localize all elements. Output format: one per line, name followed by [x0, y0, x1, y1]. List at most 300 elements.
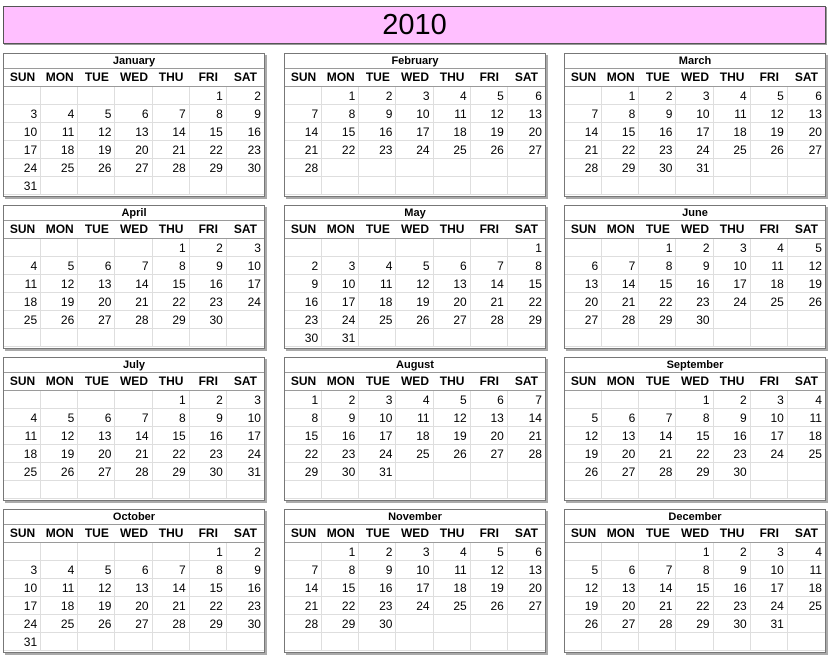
- day-cell: 9: [676, 257, 713, 275]
- day-cell: 23: [359, 141, 396, 159]
- empty-cell: [322, 481, 359, 499]
- day-cell: 28: [471, 311, 508, 329]
- day-cell: 19: [471, 123, 508, 141]
- weekday-header: SAT: [508, 221, 545, 239]
- day-cell: 12: [78, 579, 115, 597]
- day-cell: 27: [78, 311, 115, 329]
- day-cell: 27: [565, 311, 602, 329]
- empty-cell: [285, 239, 322, 257]
- day-cell: 31: [322, 329, 359, 347]
- empty-cell: [639, 481, 676, 499]
- day-cell: 12: [751, 105, 788, 123]
- day-cell: 3: [4, 105, 41, 123]
- day-cell: 4: [396, 391, 433, 409]
- month-title: January: [112, 55, 156, 67]
- day-cell: 31: [359, 463, 396, 481]
- day-cell: 23: [190, 445, 227, 463]
- empty-cell: [639, 177, 676, 195]
- weekday-header: TUE: [359, 221, 396, 239]
- day-cell: 3: [751, 391, 788, 409]
- empty-cell: [4, 391, 41, 409]
- day-cell: 21: [508, 427, 545, 445]
- month-grid: [565, 220, 825, 347]
- day-cell: 11: [396, 409, 433, 427]
- day-cell: 8: [676, 409, 713, 427]
- day-cell: 1: [508, 239, 545, 257]
- weekday-header: SAT: [227, 525, 264, 543]
- day-cell: 23: [714, 445, 751, 463]
- day-cell: 5: [434, 391, 471, 409]
- day-cell: 24: [359, 445, 396, 463]
- day-cell: 16: [227, 579, 264, 597]
- day-cell: 12: [565, 579, 602, 597]
- day-cell: 31: [227, 463, 264, 481]
- day-cell: 1: [676, 543, 713, 561]
- empty-cell: [508, 633, 545, 651]
- day-cell: 13: [78, 427, 115, 445]
- empty-cell: [434, 633, 471, 651]
- day-cell: 26: [78, 615, 115, 633]
- day-cell: 16: [676, 275, 713, 293]
- weekday-header: WED: [396, 373, 433, 391]
- month-title: November: [388, 511, 442, 523]
- day-cell: 28: [153, 615, 190, 633]
- month-grid: [285, 68, 545, 195]
- day-cell: 26: [565, 615, 602, 633]
- day-cell: 3: [751, 543, 788, 561]
- weekday-header: FRI: [190, 373, 227, 391]
- empty-cell: [565, 481, 602, 499]
- day-cell: 18: [788, 427, 825, 445]
- day-cell: 22: [190, 141, 227, 159]
- day-cell: 21: [639, 445, 676, 463]
- day-cell: 6: [115, 105, 152, 123]
- empty-cell: [396, 239, 433, 257]
- empty-cell: [322, 177, 359, 195]
- empty-cell: [471, 329, 508, 347]
- day-cell: 11: [41, 123, 78, 141]
- day-cell: 21: [115, 293, 152, 311]
- month-grid: [4, 372, 264, 499]
- empty-cell: [78, 391, 115, 409]
- day-cell: 20: [788, 123, 825, 141]
- weekday-header: MON: [41, 525, 78, 543]
- weekday-header: THU: [153, 525, 190, 543]
- day-cell: 25: [41, 615, 78, 633]
- empty-cell: [4, 239, 41, 257]
- day-cell: 21: [639, 597, 676, 615]
- day-cell: 16: [639, 123, 676, 141]
- day-cell: 20: [78, 293, 115, 311]
- day-cell: 17: [227, 427, 264, 445]
- day-cell: 8: [639, 257, 676, 275]
- day-cell: 17: [751, 427, 788, 445]
- day-cell: 4: [4, 409, 41, 427]
- day-cell: 27: [508, 141, 545, 159]
- day-cell: 14: [285, 579, 322, 597]
- day-cell: 23: [639, 141, 676, 159]
- day-cell: 9: [359, 105, 396, 123]
- day-cell: 13: [434, 275, 471, 293]
- day-cell: 30: [676, 311, 713, 329]
- day-cell: 21: [153, 597, 190, 615]
- day-cell: 15: [676, 427, 713, 445]
- empty-cell: [471, 463, 508, 481]
- month-january: [3, 53, 265, 197]
- month-grid: [4, 220, 264, 347]
- empty-cell: [639, 543, 676, 561]
- weekday-header: SAT: [788, 221, 825, 239]
- weekday-header: THU: [153, 221, 190, 239]
- day-cell: 30: [714, 463, 751, 481]
- empty-cell: [565, 87, 602, 105]
- empty-cell: [602, 481, 639, 499]
- day-cell: 30: [322, 463, 359, 481]
- day-cell: 2: [359, 543, 396, 561]
- day-cell: 15: [322, 123, 359, 141]
- month-march: [564, 53, 826, 197]
- weekday-header: WED: [676, 373, 713, 391]
- day-cell: 20: [565, 293, 602, 311]
- empty-cell: [565, 391, 602, 409]
- day-cell: 6: [602, 409, 639, 427]
- day-cell: 13: [788, 105, 825, 123]
- empty-cell: [115, 239, 152, 257]
- day-cell: 17: [676, 123, 713, 141]
- empty-cell: [434, 481, 471, 499]
- empty-cell: [508, 177, 545, 195]
- day-cell: 19: [788, 275, 825, 293]
- month-february: [284, 53, 546, 197]
- weekday-header: THU: [153, 373, 190, 391]
- day-cell: 13: [602, 579, 639, 597]
- day-cell: 26: [471, 141, 508, 159]
- empty-cell: [714, 633, 751, 651]
- day-cell: 27: [602, 463, 639, 481]
- day-cell: 29: [508, 311, 545, 329]
- day-cell: 2: [227, 543, 264, 561]
- day-cell: 31: [676, 159, 713, 177]
- empty-cell: [676, 633, 713, 651]
- weekday-header: SUN: [565, 69, 602, 87]
- empty-cell: [359, 159, 396, 177]
- day-cell: 19: [41, 293, 78, 311]
- day-cell: 24: [751, 597, 788, 615]
- empty-cell: [227, 633, 264, 651]
- day-cell: 25: [434, 141, 471, 159]
- day-cell: 18: [41, 141, 78, 159]
- empty-cell: [4, 329, 41, 347]
- weekday-header: SUN: [4, 525, 41, 543]
- day-cell: 30: [227, 159, 264, 177]
- empty-cell: [676, 481, 713, 499]
- day-cell: 6: [78, 409, 115, 427]
- day-cell: 27: [115, 159, 152, 177]
- weekday-header: SAT: [788, 525, 825, 543]
- weekday-header: FRI: [751, 373, 788, 391]
- weekday-header: FRI: [471, 373, 508, 391]
- day-cell: 16: [322, 427, 359, 445]
- empty-cell: [41, 391, 78, 409]
- day-cell: 13: [471, 409, 508, 427]
- empty-cell: [153, 543, 190, 561]
- day-cell: 12: [41, 275, 78, 293]
- day-cell: 8: [322, 105, 359, 123]
- day-cell: 25: [41, 159, 78, 177]
- day-cell: 9: [322, 409, 359, 427]
- day-cell: 13: [115, 579, 152, 597]
- day-cell: 29: [153, 311, 190, 329]
- empty-cell: [41, 239, 78, 257]
- day-cell: 17: [322, 293, 359, 311]
- day-cell: 18: [434, 579, 471, 597]
- day-cell: 19: [565, 597, 602, 615]
- day-cell: 8: [190, 561, 227, 579]
- day-cell: 18: [4, 445, 41, 463]
- weekday-header: THU: [434, 373, 471, 391]
- weekday-header: SUN: [4, 221, 41, 239]
- day-cell: 10: [227, 257, 264, 275]
- month-july: [3, 357, 265, 501]
- empty-cell: [565, 329, 602, 347]
- month-title: March: [678, 55, 712, 67]
- day-cell: 13: [508, 105, 545, 123]
- month-grid: [285, 372, 545, 499]
- day-cell: 9: [714, 409, 751, 427]
- day-cell: 26: [788, 293, 825, 311]
- day-cell: 28: [639, 463, 676, 481]
- day-cell: 11: [788, 561, 825, 579]
- empty-cell: [4, 481, 41, 499]
- empty-cell: [602, 633, 639, 651]
- day-cell: 26: [471, 597, 508, 615]
- empty-cell: [434, 239, 471, 257]
- weekday-header: WED: [396, 69, 433, 87]
- day-cell: 22: [676, 445, 713, 463]
- day-cell: 28: [285, 615, 322, 633]
- weekday-header: MON: [322, 221, 359, 239]
- weekday-header: WED: [676, 221, 713, 239]
- day-cell: 11: [788, 409, 825, 427]
- day-cell: 6: [565, 257, 602, 275]
- day-cell: 23: [322, 445, 359, 463]
- day-cell: 12: [471, 105, 508, 123]
- empty-cell: [471, 177, 508, 195]
- day-cell: 15: [153, 427, 190, 445]
- weekday-header: SAT: [508, 373, 545, 391]
- day-cell: 27: [471, 445, 508, 463]
- weekday-header: WED: [396, 525, 433, 543]
- day-cell: 10: [322, 275, 359, 293]
- empty-cell: [788, 329, 825, 347]
- day-cell: 21: [115, 445, 152, 463]
- day-cell: 8: [676, 561, 713, 579]
- day-cell: 1: [322, 543, 359, 561]
- empty-cell: [190, 177, 227, 195]
- day-cell: 28: [153, 159, 190, 177]
- day-cell: 15: [153, 275, 190, 293]
- day-cell: 16: [190, 275, 227, 293]
- day-cell: 10: [4, 123, 41, 141]
- day-cell: 10: [751, 561, 788, 579]
- day-cell: 13: [508, 561, 545, 579]
- weekday-header: TUE: [78, 525, 115, 543]
- day-cell: 25: [714, 141, 751, 159]
- empty-cell: [434, 463, 471, 481]
- day-cell: 24: [714, 293, 751, 311]
- day-cell: 10: [396, 105, 433, 123]
- day-cell: 3: [359, 391, 396, 409]
- day-cell: 17: [4, 597, 41, 615]
- day-cell: 27: [602, 615, 639, 633]
- day-cell: 25: [434, 597, 471, 615]
- weekday-header: WED: [115, 373, 152, 391]
- weekday-header: SUN: [285, 69, 322, 87]
- empty-cell: [78, 239, 115, 257]
- day-cell: 5: [78, 105, 115, 123]
- day-cell: 7: [153, 105, 190, 123]
- empty-cell: [227, 311, 264, 329]
- day-cell: 7: [285, 561, 322, 579]
- day-cell: 18: [434, 123, 471, 141]
- day-cell: 14: [471, 275, 508, 293]
- day-cell: 1: [190, 87, 227, 105]
- day-cell: 20: [434, 293, 471, 311]
- weekday-header: TUE: [78, 373, 115, 391]
- day-cell: 6: [788, 87, 825, 105]
- day-cell: 18: [41, 597, 78, 615]
- day-cell: 3: [227, 391, 264, 409]
- day-cell: 24: [4, 615, 41, 633]
- day-cell: 4: [359, 257, 396, 275]
- day-cell: 19: [41, 445, 78, 463]
- day-cell: 20: [78, 445, 115, 463]
- day-cell: 7: [639, 561, 676, 579]
- weekday-header: TUE: [359, 525, 396, 543]
- weekday-header: TUE: [639, 373, 676, 391]
- day-cell: 5: [396, 257, 433, 275]
- empty-cell: [227, 329, 264, 347]
- day-cell: 26: [396, 311, 433, 329]
- empty-cell: [153, 481, 190, 499]
- weekday-header: SUN: [565, 525, 602, 543]
- empty-cell: [508, 481, 545, 499]
- month-title: September: [666, 359, 724, 371]
- day-cell: 10: [227, 409, 264, 427]
- month-august: [284, 357, 546, 501]
- day-cell: 30: [639, 159, 676, 177]
- empty-cell: [602, 239, 639, 257]
- day-cell: 15: [190, 123, 227, 141]
- empty-cell: [639, 633, 676, 651]
- day-cell: 7: [508, 391, 545, 409]
- day-cell: 7: [471, 257, 508, 275]
- empty-cell: [714, 329, 751, 347]
- day-cell: 30: [190, 463, 227, 481]
- day-cell: 4: [434, 87, 471, 105]
- empty-cell: [602, 177, 639, 195]
- weekday-header: SAT: [227, 373, 264, 391]
- day-cell: 26: [41, 463, 78, 481]
- day-cell: 5: [471, 543, 508, 561]
- day-cell: 13: [602, 427, 639, 445]
- day-cell: 23: [676, 293, 713, 311]
- month-september: [564, 357, 826, 501]
- empty-cell: [788, 159, 825, 177]
- day-cell: 17: [227, 275, 264, 293]
- day-cell: 27: [78, 463, 115, 481]
- day-cell: 28: [285, 159, 322, 177]
- day-cell: 14: [115, 275, 152, 293]
- day-cell: 12: [788, 257, 825, 275]
- empty-cell: [565, 177, 602, 195]
- day-cell: 11: [4, 427, 41, 445]
- empty-cell: [471, 481, 508, 499]
- empty-cell: [788, 633, 825, 651]
- weekday-header: SAT: [508, 525, 545, 543]
- month-grid: [285, 524, 545, 651]
- weekday-header: SAT: [508, 69, 545, 87]
- empty-cell: [78, 87, 115, 105]
- day-cell: 10: [751, 409, 788, 427]
- month-may: [284, 205, 546, 349]
- day-cell: 9: [359, 561, 396, 579]
- empty-cell: [190, 329, 227, 347]
- day-cell: 9: [227, 561, 264, 579]
- weekday-header: SAT: [227, 69, 264, 87]
- day-cell: 22: [508, 293, 545, 311]
- day-cell: 22: [322, 597, 359, 615]
- day-cell: 19: [434, 427, 471, 445]
- day-cell: 4: [788, 391, 825, 409]
- weekday-header: SUN: [285, 221, 322, 239]
- month-grid: [565, 68, 825, 195]
- day-cell: 11: [751, 257, 788, 275]
- weekday-header: TUE: [359, 373, 396, 391]
- day-cell: 19: [396, 293, 433, 311]
- day-cell: 27: [115, 615, 152, 633]
- day-cell: 14: [639, 427, 676, 445]
- day-cell: 5: [565, 409, 602, 427]
- day-cell: 23: [190, 293, 227, 311]
- day-cell: 12: [78, 123, 115, 141]
- day-cell: 7: [639, 409, 676, 427]
- day-cell: 20: [115, 141, 152, 159]
- empty-cell: [602, 329, 639, 347]
- empty-cell: [4, 87, 41, 105]
- empty-cell: [153, 633, 190, 651]
- empty-cell: [4, 543, 41, 561]
- month-grid: [4, 68, 264, 195]
- empty-cell: [602, 543, 639, 561]
- day-cell: 3: [714, 239, 751, 257]
- day-cell: 4: [788, 543, 825, 561]
- day-cell: 6: [78, 257, 115, 275]
- empty-cell: [751, 177, 788, 195]
- empty-cell: [434, 615, 471, 633]
- day-cell: 23: [227, 597, 264, 615]
- day-cell: 16: [190, 427, 227, 445]
- empty-cell: [396, 329, 433, 347]
- empty-cell: [396, 481, 433, 499]
- empty-cell: [115, 329, 152, 347]
- weekday-header: MON: [41, 221, 78, 239]
- weekday-header: THU: [434, 221, 471, 239]
- empty-cell: [78, 633, 115, 651]
- weekday-header: WED: [115, 525, 152, 543]
- day-cell: 23: [227, 141, 264, 159]
- day-cell: 30: [359, 615, 396, 633]
